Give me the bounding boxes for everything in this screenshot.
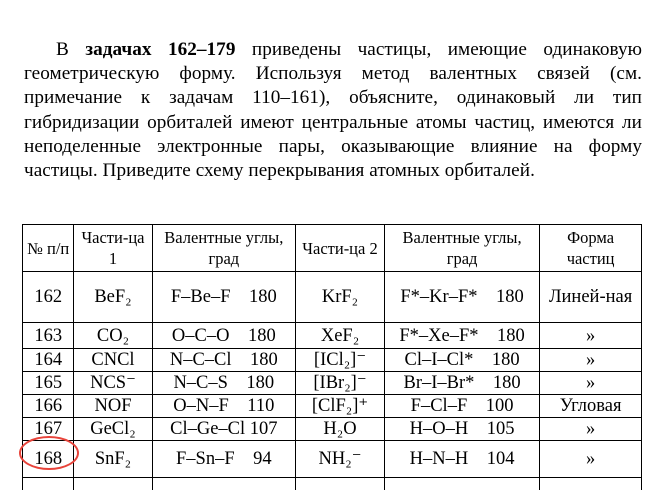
cell-angles2: F*–Kr–F* 180: [384, 272, 539, 323]
cell-angles2: Cl–I–Cl* 180: [384, 349, 539, 372]
cell-shape: Угловая: [540, 395, 642, 418]
cell-shape: »: [540, 441, 642, 478]
cell-particle1: SnF₂: [74, 441, 152, 478]
cell-angles2: H–O–H 105: [384, 418, 539, 441]
cell-angles1: O–C–O 180: [152, 323, 296, 349]
cell-particle1: BeF₂: [74, 272, 152, 323]
cell-shape: »: [540, 372, 642, 395]
cell-angles2: F*–Xe–F* 180: [384, 323, 539, 349]
cell-num: 163: [23, 323, 74, 349]
cell-num: 162: [23, 272, 74, 323]
cell-particle1: CNCl: [74, 349, 152, 372]
table-row: [23, 349, 642, 372]
cell-num: 166: [23, 395, 74, 418]
cell-shape: »: [540, 349, 642, 372]
cell-num: 167: [23, 418, 74, 441]
cell-particle2: H₂O: [296, 418, 385, 441]
cell-angles1: N–C–S 180: [152, 372, 296, 395]
cell-particle2: KrF₂: [296, 272, 385, 323]
table-row: [23, 441, 642, 478]
paragraph-bold-tasks: задачах 162–179: [85, 39, 235, 60]
paragraph-text: приведены частицы, имеющие одинаковую геометрическую форму. Используя метод валентных связей (см. примечание к задачам 110–161), объясните, одинаковый ли тип гибридизации орбиталей имеют центральные атомы частиц, имеются ли неподеленные электронные пары, оказывающие влияние на форму частицы. Приведите схему перекрывания атомных орбиталей.: [24, 39, 642, 181]
header-particle2: Части-ца 2: [296, 225, 385, 272]
cell-particle2: [ICl₂]⁻: [296, 349, 385, 372]
cell-particle1: NOF: [74, 395, 152, 418]
cell-particle2: [ClF₂]⁺: [296, 395, 385, 418]
cell-num: 165: [23, 372, 74, 395]
table-row: [23, 272, 642, 323]
table-row: [23, 395, 642, 418]
table-row: [23, 418, 642, 441]
cell-angles2: H–N–H 104: [384, 441, 539, 478]
cell-angles2: Br–I–Br* 180: [384, 372, 539, 395]
table-row: [23, 323, 642, 349]
cell-angles1: F–Be–F 180: [152, 272, 296, 323]
cell-particle1: GeCl₂: [74, 418, 152, 441]
cell-angles1: N–C–Cl 180: [152, 349, 296, 372]
table-row: [23, 372, 642, 395]
table-header-row: [23, 225, 642, 272]
paragraph-lead: В: [56, 39, 69, 60]
cell-particle2: [IBr₂]⁻: [296, 372, 385, 395]
cell-shape: »: [540, 323, 642, 349]
header-shape: Форма частиц: [540, 225, 642, 272]
cell-angles1: O–N–F 110: [152, 395, 296, 418]
cell-particle1: CO₂: [74, 323, 152, 349]
cell-angles2: F–Cl–F 100: [384, 395, 539, 418]
cell-particle2: XeF₂: [296, 323, 385, 349]
header-num: № п/п: [23, 225, 74, 272]
cell-particle1: NCS⁻: [74, 372, 152, 395]
cell-shape: Линей-ная: [540, 272, 642, 323]
table-row-partial: [23, 478, 642, 490]
header-angles2: Валентные углы, град: [384, 225, 539, 272]
cell-shape: »: [540, 418, 642, 441]
cell-particle2: NH₂⁻: [296, 441, 385, 478]
header-angles1: Валентные углы, град: [152, 225, 296, 272]
header-particle1: Части-ца 1: [74, 225, 152, 272]
task-paragraph: [24, 38, 642, 183]
page-body: [24, 38, 642, 183]
cell-angles1: F–Sn–F 94: [152, 441, 296, 478]
cell-num: 168: [23, 441, 74, 478]
cell-angles1: Cl–Ge–Cl 107: [152, 418, 296, 441]
cell-num: 164: [23, 349, 74, 372]
particles-table: [22, 224, 642, 490]
